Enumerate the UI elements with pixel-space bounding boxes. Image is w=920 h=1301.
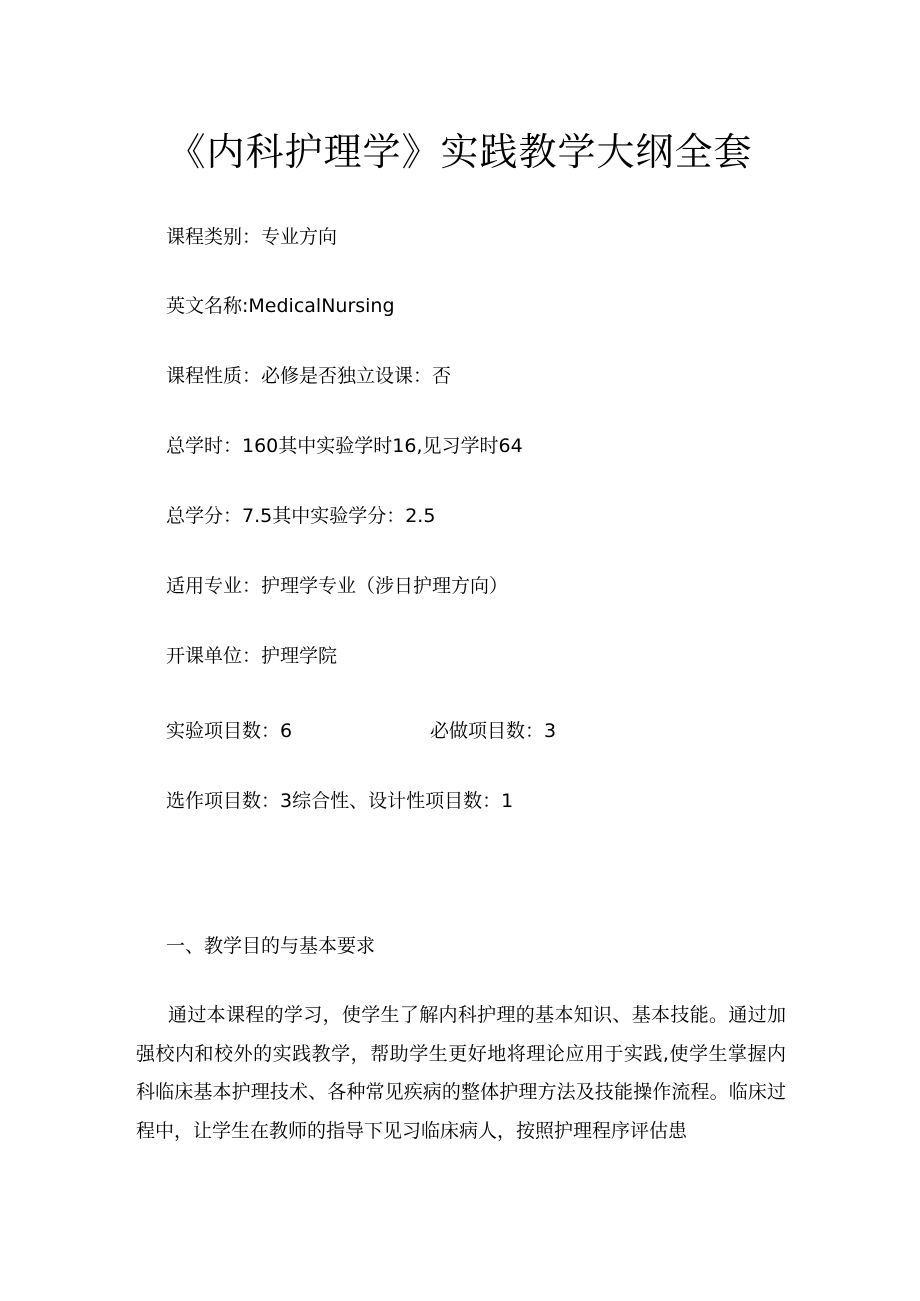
section-heading: 一、教学目的与基本要求 — [166, 935, 376, 957]
field-total-credits: 总学分：7.5其中实验学分：2.5 — [166, 505, 436, 527]
field-total-hours: 总学时：160其中实验学时16,见习学时64 — [166, 435, 523, 457]
document-title: 《内科护理学》实践教学大纲全套 — [167, 130, 753, 174]
field-elective-count: 选作项目数：3综合性、设计性项目数：1 — [166, 790, 514, 812]
field-offering-unit: 开课单位：护理学院 — [166, 645, 338, 667]
field-course-nature: 课程性质：必修是否独立设课：否 — [166, 365, 452, 387]
field-course-category: 课程类别：专业方向 — [166, 226, 338, 248]
field-required-count: 必做项目数：3 — [430, 720, 557, 742]
field-english-name: 英文名称:MedicalNursing — [166, 295, 395, 317]
field-experiment-count: 实验项目数：6 — [166, 720, 293, 742]
field-applicable-major: 适用专业：护理学专业（涉日护理方向） — [166, 575, 509, 597]
body-paragraph: 通过本课程的学习，使学生了解内科护理的基本知识、基本技能。通过加强校内和校外的实践教学，帮助学生更好地将理论应用于实践,使学生掌握内科临床基本护理技术、各种常见疾病的整体护理方法及技能操作流程。临床过程中，让学生在教师的指导下见习临床病人，按照护理程序评估患 — [136, 1004, 786, 1142]
